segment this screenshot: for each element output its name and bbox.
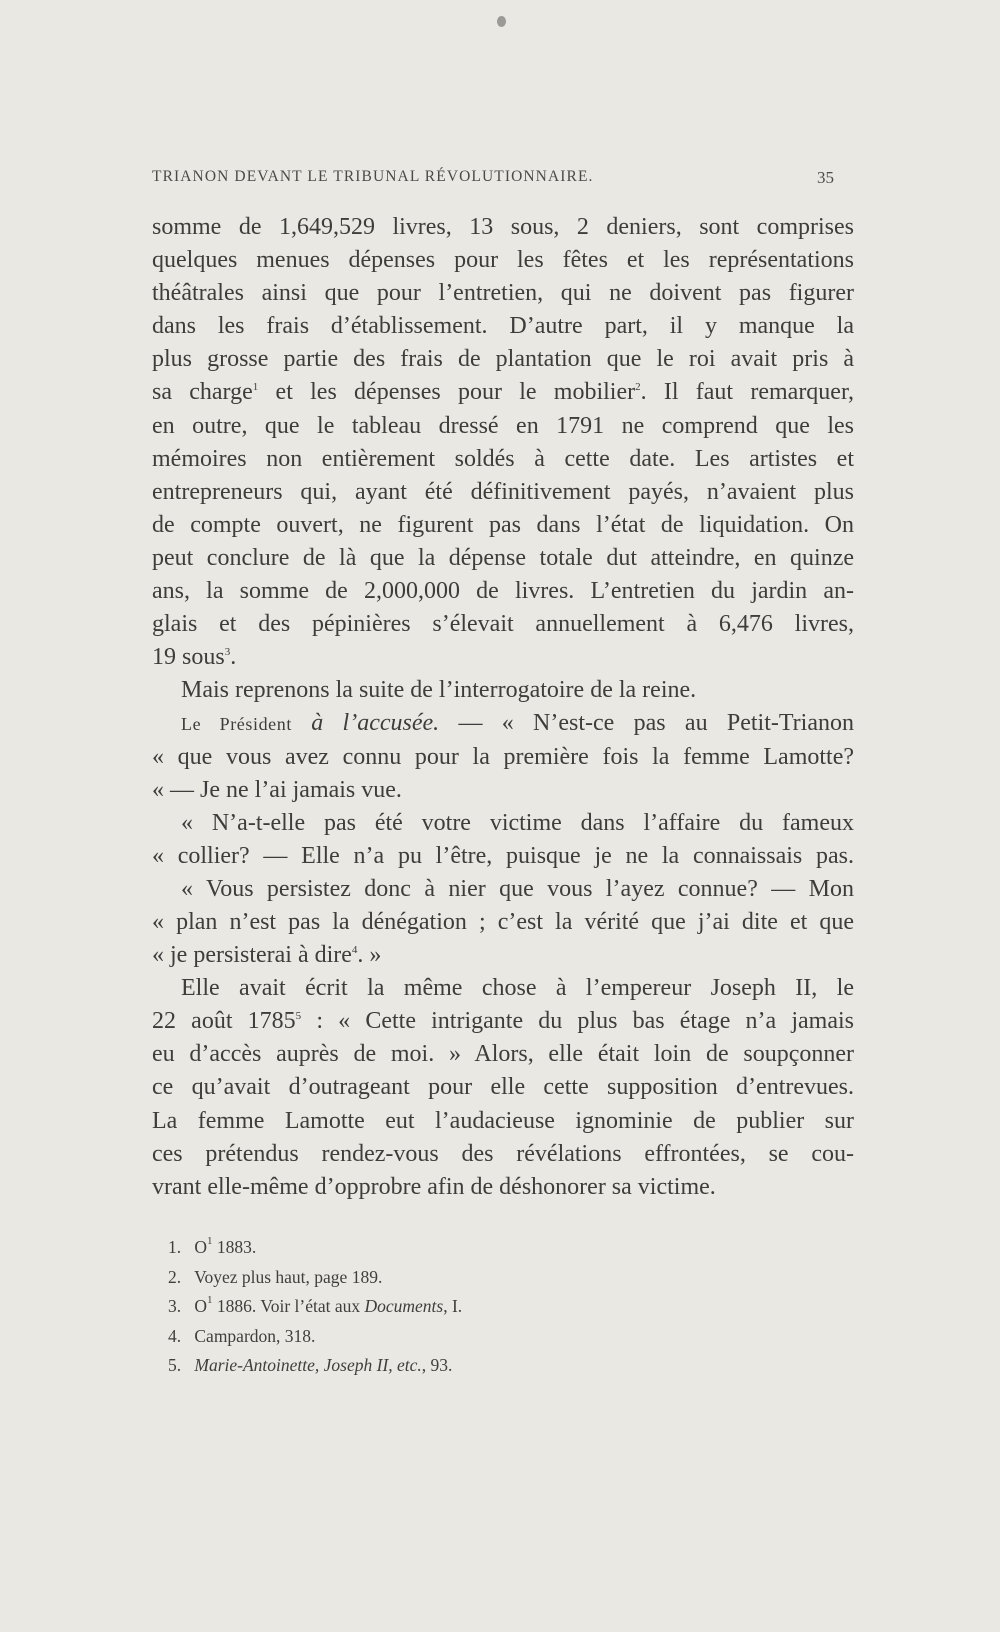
text-run: et les dépenses pour le mobilier (258, 379, 636, 406)
text-line: de compte ouvert, ne figurent pas dans l’état de liquidation. On (152, 511, 854, 538)
footnote-ref: 1 (252, 381, 259, 394)
footnote-text: Campardon, 318. (194, 1325, 316, 1346)
text-run: 22 août 1785 (152, 1008, 296, 1035)
text-line: « plan n’est pas la dénégation ; c’est la vérité que j’ai dite et que (152, 908, 854, 935)
footnote-text: , 93. (421, 1355, 453, 1376)
text-line: Mais reprenons la suite de l’interrogatoire de la reine. (181, 677, 697, 704)
text-line: glais et des pépinières s’élevait annuellement à 6,476 livres, (152, 611, 854, 638)
text-line: « que vous avez connu pour la première fois la femme Lamotte? (152, 743, 854, 770)
text-run: 19 sous (152, 644, 225, 671)
text-line: mémoires non entièrement soldés à cette date. Les artistes et (152, 445, 854, 472)
text-line: plus grosse partie des frais de plantation que le roi avait pris à (152, 346, 854, 373)
footnote (168, 1351, 728, 1381)
text-line (152, 641, 854, 674)
text-line: quelques menues dépenses pour les fêtes et les représentations (152, 247, 854, 274)
text-line: entrepreneurs qui, ayant été définitivement payés, n’avaient plus (152, 478, 854, 505)
text-line (152, 1005, 854, 1038)
footnote-text: Voyez plus haut, page 189. (194, 1266, 383, 1287)
footnote-italic: Documents (364, 1296, 444, 1317)
footnote (168, 1233, 728, 1263)
text-line: ces prétendus rendez-vous des révélations effrontées, se cou- (152, 1140, 854, 1167)
text-run: : « Cette intrigante du plus bas étage n’a jamais (301, 1008, 854, 1035)
text-line: « N’a-t-elle pas été votre victime dans l’affaire du fameux (181, 809, 854, 836)
text-line: Elle avait écrit la même chose à l’empereur Joseph II, le (181, 975, 854, 1002)
footnote-italic: Marie-Antoinette, Joseph II, etc. (194, 1355, 422, 1376)
page-number: 35 (817, 168, 834, 187)
text-run: — « N’est-ce pas au Petit-Trianon (439, 710, 854, 737)
text-line: La femme Lamotte eut l’audacieuse ignominie de publier sur (152, 1107, 854, 1134)
ink-speck (497, 16, 506, 27)
footnote-text: O (194, 1237, 208, 1257)
text-line: « Vous persistez donc à nier que vous l’ayez connue? — Mon (181, 875, 854, 902)
text-line (152, 376, 854, 409)
running-title: TRIANON DEVANT LE TRIBUNAL RÉVOLUTIONNAIRE. (152, 168, 594, 185)
text-run: « je persisterai à dire (152, 942, 352, 969)
footnotes (168, 1233, 728, 1381)
footnote-number: 4. (168, 1325, 182, 1346)
footnote-ref: 3 (224, 646, 231, 659)
text-line: vrant elle-même d’opprobre afin de déshonorer sa victime. (152, 1173, 716, 1200)
text-line (152, 939, 854, 972)
running-head (152, 168, 852, 192)
footnote-ref: 2 (635, 381, 641, 394)
footnote-ref: 4 (351, 944, 358, 957)
stage-direction: à l’accusée. (311, 710, 440, 737)
footnote (168, 1292, 728, 1322)
footnote-ref: 5 (295, 1010, 302, 1023)
text-run: sa charge (152, 379, 253, 406)
speaker-label: Le Président (181, 714, 292, 735)
footnote-text: 1883. (212, 1237, 257, 1257)
text-line: théâtrales ainsi que pour l’entretien, qui ne doivent pas figurer (152, 280, 854, 307)
text-run: . Il faut remarquer, (640, 379, 854, 406)
text-line: peut conclure de là que la dépense totale dut atteindre, en quinze (152, 544, 854, 571)
text-line: dans les frais d’établissement. D’autre part, il y manque la (152, 313, 854, 340)
text-line: eu d’accès auprès de moi. » Alors, elle était loin de soupçonner (152, 1041, 854, 1068)
footnote-superscript: 1 (207, 1294, 213, 1307)
text-line: « — Je ne l’ai jamais vue. (152, 776, 402, 803)
text-run: . » (357, 942, 382, 969)
footnote-text: O (194, 1296, 208, 1317)
text-line: somme de 1,649,529 livres, 13 sous, 2 deniers, sont comprises (152, 214, 854, 240)
text-line: ans, la somme de 2,000,000 de livres. L’entretien du jardin an- (152, 578, 854, 605)
footnote-text: , I. (443, 1296, 463, 1317)
footnote-number: 5. (168, 1355, 182, 1376)
body-text (152, 211, 854, 1204)
text-run: . (230, 644, 237, 671)
text-line: « collier? — Elle n’a pu l’être, puisque je ne la connaissais pas. (152, 842, 854, 869)
footnote-number: 3. (168, 1296, 182, 1317)
text-line: en outre, que le tableau dressé en 1791 ne comprend que les (152, 412, 854, 439)
footnote-number: 2. (168, 1266, 182, 1287)
footnote-text: 1886. Voir l’état aux (212, 1296, 365, 1317)
footnote (168, 1322, 728, 1352)
footnote-number: 1. (168, 1237, 182, 1257)
text-line (152, 707, 854, 740)
footnote (168, 1263, 728, 1293)
footnote-superscript: 1 (207, 1235, 213, 1247)
text-line: ce qu’avait d’outrageant pour elle cette supposition d’entrevues. (152, 1074, 854, 1101)
